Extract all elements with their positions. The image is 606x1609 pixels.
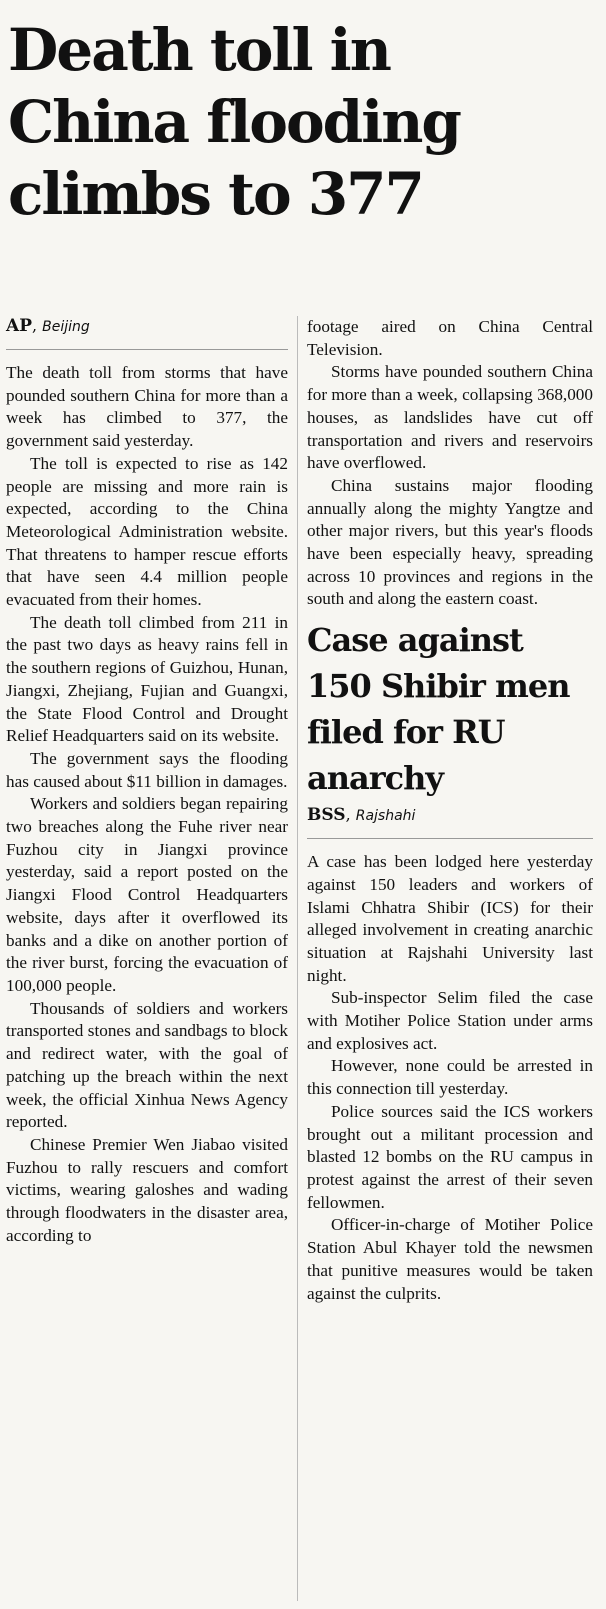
article1-paragraph: Storms have pounded southern China for more than a week, collapsing 368,000 houses, as landslides have cut off transportation and rivers and reservoirs have overflowed. [307,362,593,473]
article2-paragraph: Sub-inspector Selim filed the case with Motiher Police Station under arms and explosives act. [307,988,593,1053]
article2-agency: BSS [307,805,346,826]
article1-paragraph: Chinese Premier Wen Jiabao visited Fuzhou to rally rescuers and comfort victims, wearing galoshes and wading through floodwaters in the disaster area, according to [6,1134,288,1245]
article2-byline: BSS, Rajshahi [307,805,593,839]
article1-paragraph: footage aired on China Central Television. [307,317,593,359]
column-divider [297,316,298,1601]
article1-column-left [6,316,288,1247]
article1-paragraph: The toll is expected to rise as 142 people are missing and more rain is expected, according to the China Meteorological Administration website. That threatens to hamper rescue efforts that have seen 4.4 million people evacuated from their homes. [6,453,288,610]
article1-paragraph: Workers and soldiers began repairing two breaches along the Fuhe river near Fuzhou city in Jiangxi province yesterday, said a report posted on the Jiangxi Flood Control Headquarters website, days after it overflowed its banks and a dike on another portion of the river burst, forcing the evacuation of 100,000 people. [6,794,288,995]
article2-paragraph: A case has been lodged here yesterday against 150 leaders and workers of Islami Chhatra Shibir (ICS) for their alleged involvement in creating anarchic situation at Rajshahi University last night. [307,852,593,985]
article1-body [6,362,288,1247]
article2-paragraph: Police sources said the ICS workers brought out a militant procession and blasted 12 bombs on the RU campus in protest against the arrest of their seven fellowmen. [307,1101,593,1212]
article1-paragraph: Thousands of soldiers and workers transported stones and sandbags to block and redirect water, with the goal of patching up the breach within the next week, the official Xinhua News Agency reported. [6,998,288,1132]
article2-paragraph: However, none could be arrested in this connection till yesterday. [307,1056,593,1099]
article1-place: Beijing [42,319,90,335]
article2-body [307,851,593,1305]
article1-paragraph: China sustains major flooding annually along the mighty Yangtze and other major rivers, but this year's floods have been especially heavy, spreading across 10 provinces and regions in the south and along the eastern coast. [307,475,593,609]
article1-paragraph: The death toll climbed from 211 in the past two days as heavy rains fell in the southern regions of Guizhou, Hunan, Jiangxi, Zhejiang, Fujian and Guangxi, the State Flood Control and Drought Relief Headquarters said on its website. [6,612,288,746]
article1-agency: AP [6,316,32,336]
article2-place: Rajshahi [355,808,416,825]
article2-headline: Case against 150 Shibir men filed for RU anarchy [307,621,570,798]
article1-headline: Death toll in China flooding climbs to 377 [8,16,460,228]
article1-paragraph: The government says the flooding has caused about $11 billion in damages. [6,748,288,791]
article1-continued [307,316,593,611]
article1-byline: AP, Beijing [6,316,288,350]
article1-paragraph: The death toll from storms that have pounded southern China for more than a week has climbed to 377, the government said yesterday. [6,363,288,451]
article2-paragraph: Officer-in-charge of Motiher Police Station Abul Khayer told the newsmen that punitive measures would be taken against the culprits. [307,1215,593,1303]
article-column-right [307,316,593,1305]
